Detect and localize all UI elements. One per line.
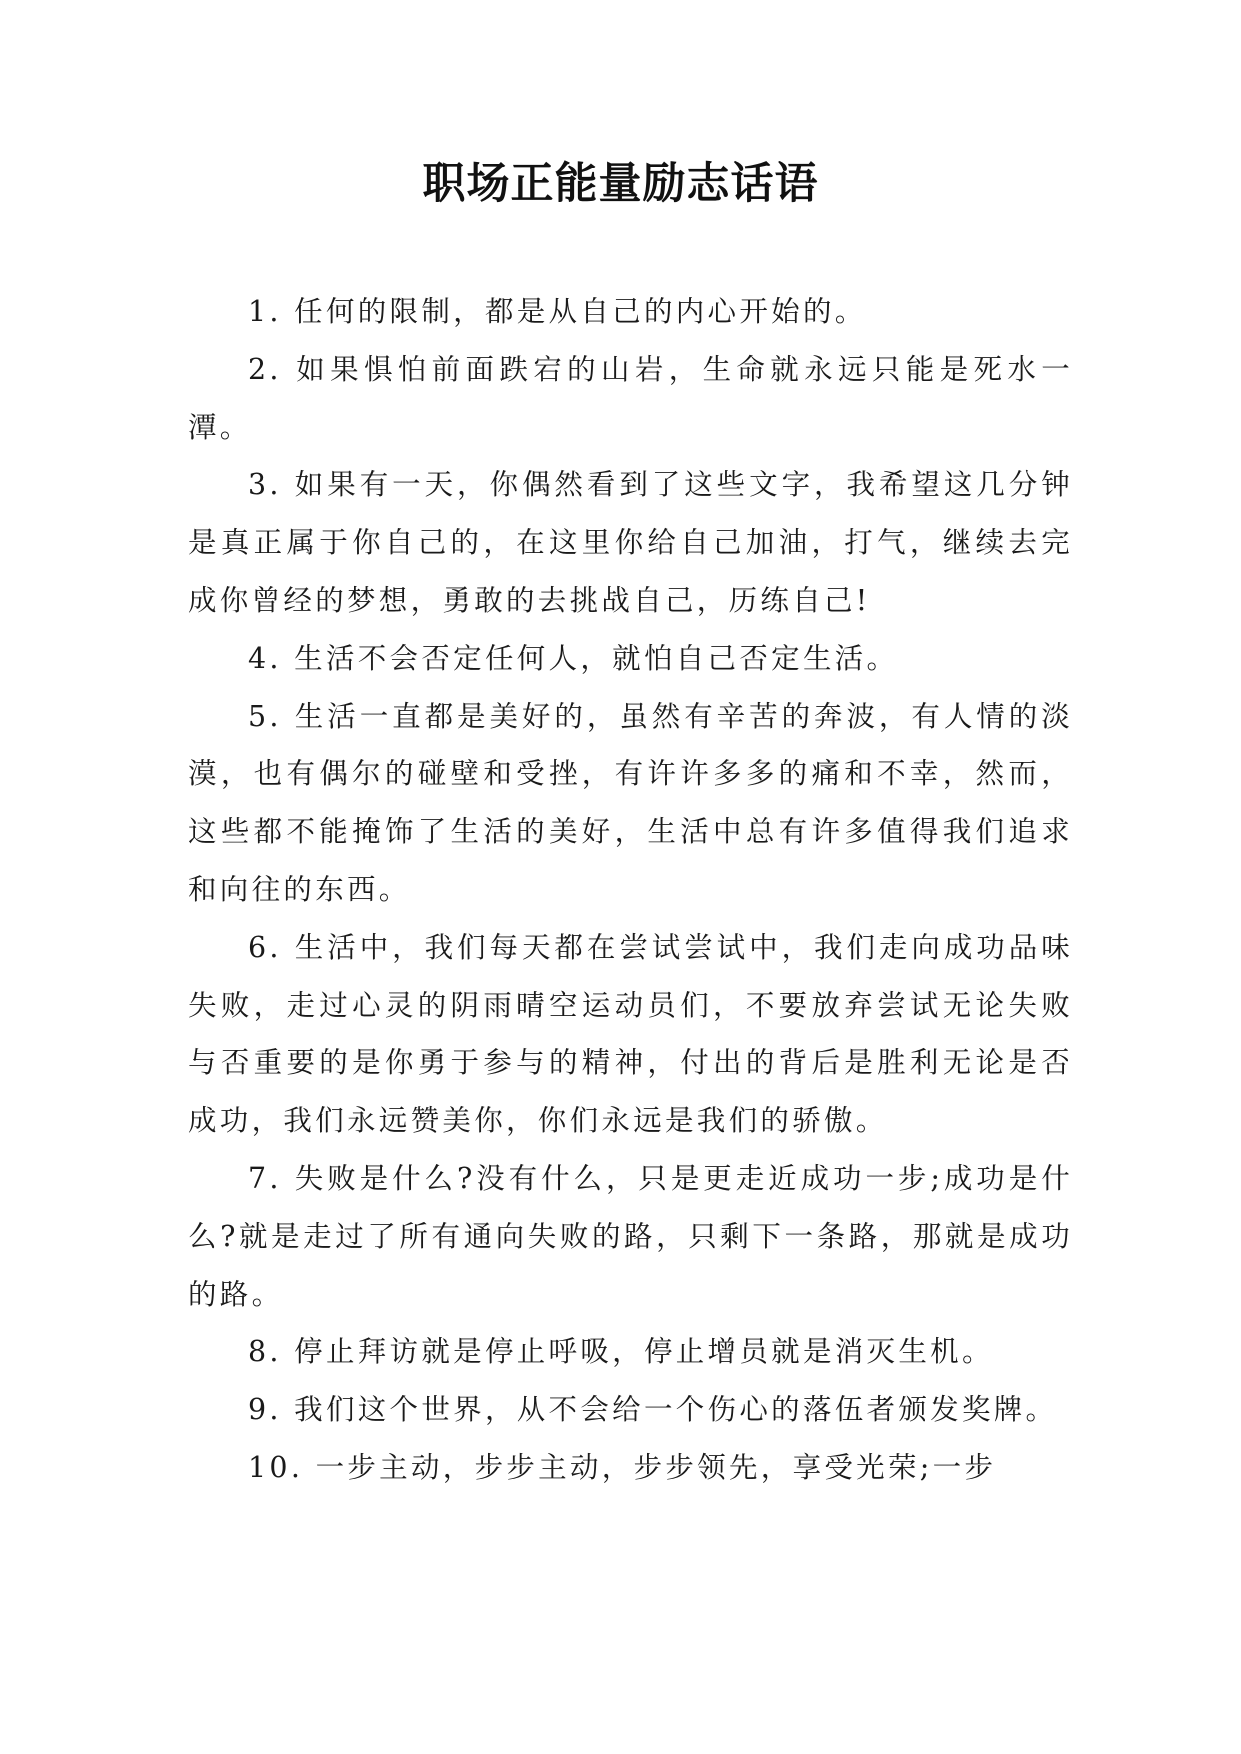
paragraph-1: 1. 任何的限制，都是从自己的内心开始的。 xyxy=(248,295,867,328)
paragraph-3: 3. 如果有一天，你偶然看到了这些文字，我希望这几分钟是真正属于你自己的，在这里你给自己加油，打气，继续去完成你曾经的梦想，勇敢的去挑战自己，历练自己! xyxy=(188,468,1073,617)
document-body xyxy=(188,283,1073,1497)
document-title: 职场正能量励志话语 xyxy=(422,159,819,209)
paragraph-6: 6. 生活中，我们每天都在尝试尝试中，我们走向成功品味失败，走过心灵的阴雨晴空运动员们，不要放弃尝试无论失败与否重要的是你勇于参与的精神，付出的背后是胜利无论是否成功，我们永远赞美你，你们永远是我们的骄傲。 xyxy=(188,930,1073,1138)
paragraph-7: 7. 失败是什么?没有什么，只是更走近成功一步;成功是什么?就是走过了所有通向失败的路，只剩下一条路，那就是成功的路。 xyxy=(188,1161,1073,1311)
paragraph-9: 9. 我们这个世界，从不会给一个伤心的落伍者颁发奖牌。 xyxy=(248,1393,1058,1427)
paragraph-10: 10. 一步主动，步步主动，步步领先，享受光荣;一步 xyxy=(248,1450,997,1484)
paragraph-8: 8. 停止拜访就是停止呼吸，停止增员就是消灭生机。 xyxy=(248,1335,994,1369)
paragraph-2: 2. 如果惧怕前面跌宕的山岩，生命就永远只能是死水一潭。 xyxy=(188,352,1073,444)
paragraph-4: 4. 生活不会否定任何人，就怕自己否定生活。 xyxy=(248,641,899,675)
paragraph-5: 5. 生活一直都是美好的，虽然有辛苦的奔波，有人情的淡漠，也有偶尔的碰壁和受挫，有许许多多的痛和不幸，然而，这些都不能掩饰了生活的美好，生活中总有许多值得我们追求和向往的东西。 xyxy=(188,699,1073,906)
